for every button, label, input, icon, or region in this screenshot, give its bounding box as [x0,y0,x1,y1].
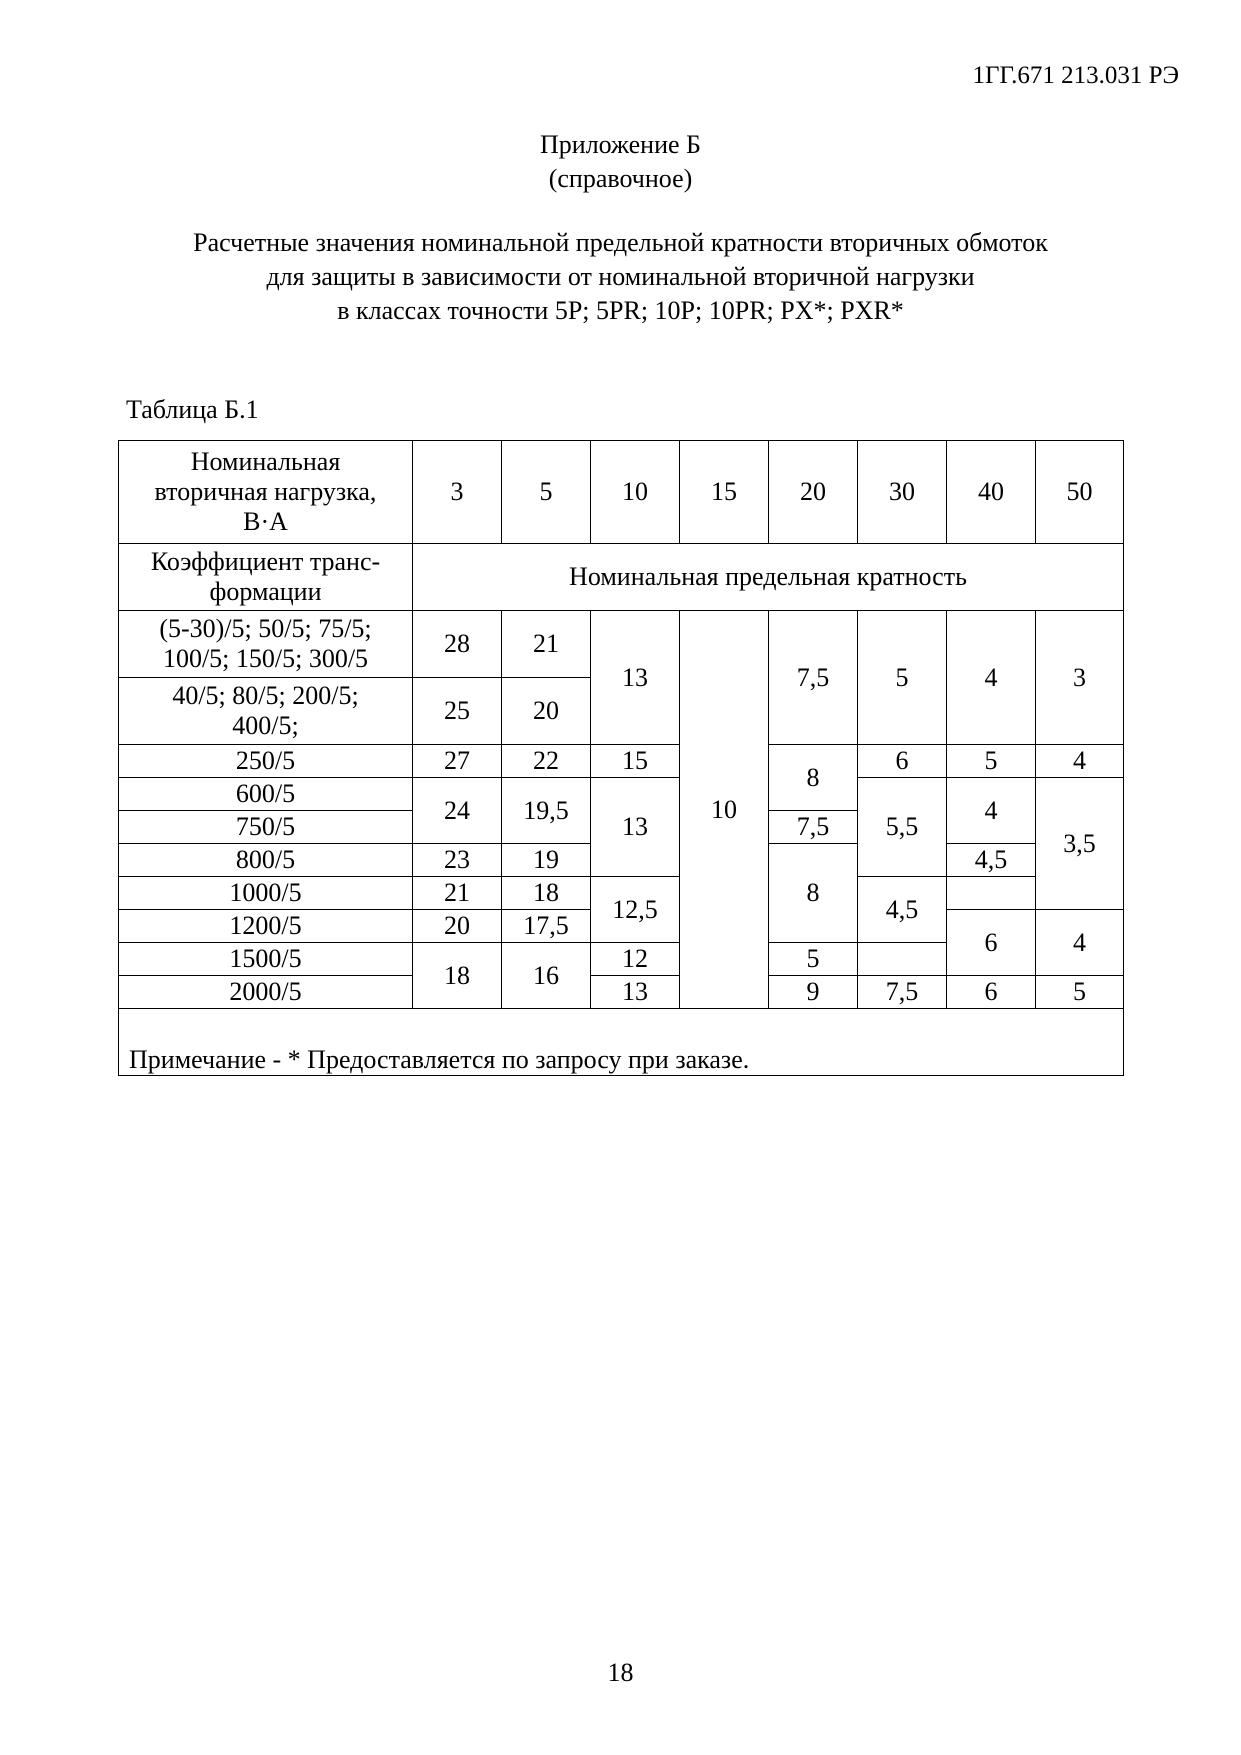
table-caption: Таблица Б.1 [126,395,259,424]
value-cell: 28 [413,611,502,678]
value-cell: 12 [591,943,680,976]
table-row [119,778,1124,811]
ratio-cell [119,678,413,745]
ratio-line: (5-30)/5; 50/5; 75/5; [159,614,372,643]
value-cell: 10 [680,611,769,1009]
value-cell: 8 [769,844,858,943]
ratio-cell: 1200/5 [119,910,413,943]
load-value-header: 50 [1036,441,1124,544]
appendix-type: (справочное) [548,164,693,193]
value-cell: 12,5 [591,877,680,943]
value-cell: 6 [858,745,947,778]
ratio-cell: 750/5 [119,811,413,844]
ratio-header-line: Коэффициент транс- [150,547,381,576]
load-header-cell [119,441,413,544]
ratio-line: 40/5; 80/5; 200/5; [172,681,359,710]
load-value-header: 20 [769,441,858,544]
value-cell: 6 [947,976,1036,1009]
appendix-title: Приложение Б [540,130,701,159]
ratio-cell: 250/5 [119,745,413,778]
value-cell: 16 [502,943,591,1009]
load-header-line: Номинальная [190,447,341,476]
value-cell: 5 [858,611,947,745]
value-cell: 6 [947,910,1036,976]
table-title [0,226,1241,328]
ratio-header-cell [119,544,413,611]
load-value-header: 40 [947,441,1036,544]
table-row [119,976,1124,1009]
value-cell: 4 [1036,910,1124,976]
table-row [119,1009,1124,1076]
table-row [119,441,1124,544]
load-header-line: вторичная нагрузка, [154,477,377,506]
value-cell: 4 [947,778,1036,844]
value-cell: 4 [947,611,1036,745]
value-cell: 13 [591,976,680,1009]
value-cell: 13 [591,778,680,877]
table-row [119,544,1124,611]
value-cell: 21 [413,877,502,910]
title-line-1: Расчетные значения номинальной предельной кратности вторичных обмоток [193,228,1048,257]
value-cell: 3 [1036,611,1124,745]
ratio-cell: 1500/5 [119,943,413,976]
value-cell: 17,5 [502,910,591,943]
table-row [119,745,1124,778]
load-header-line: В·А [243,507,288,536]
value-cell: 4 [1036,745,1124,778]
table-note: Примечание - * Предоставляется по запросу при заказе. [119,1009,1124,1076]
value-cell: 7,5 [858,976,947,1009]
ratio-line: 400/5; [232,711,299,740]
load-value-header: 3 [413,441,502,544]
value-cell: 25 [413,678,502,745]
value-cell: 5 [769,943,858,976]
title-line-2: для защиты в зависимости от номинальной вторичной нагрузки [266,262,975,291]
value-cell: 19 [502,844,591,877]
value-cell: 18 [413,943,502,1009]
value-cell: 13 [591,611,680,745]
load-value-header: 15 [680,441,769,544]
document-code: 1ГГ.671 213.031 РЭ [972,62,1179,89]
value-cell: 24 [413,778,502,844]
ratio-cell: 1000/5 [119,877,413,910]
value-cell: 4,5 [947,844,1036,877]
table-row [119,611,1124,678]
table-row [119,877,1124,910]
value-cell: 20 [502,678,591,745]
ratio-cell: 600/5 [119,778,413,811]
value-cell: 18 [502,877,591,910]
value-cell: 8 [769,745,858,811]
title-line-3: в классах точности 5P; 5PR; 10P; 10PR; PX*; PXR* [337,296,904,325]
appendix-heading [0,128,1241,196]
value-cell: 5,5 [858,778,947,877]
span-header-cell: Номинальная предельная кратность [413,544,1124,611]
ratio-cell: 800/5 [119,844,413,877]
value-cell: 19,5 [502,778,591,844]
ratio-line: 100/5; 150/5; 300/5 [162,644,369,673]
value-cell: 7,5 [769,611,858,745]
value-cell: 5 [1036,976,1124,1009]
value-cell: 7,5 [769,811,858,844]
load-value-header: 10 [591,441,680,544]
value-cell: 9 [769,976,858,1009]
value-cell: 15 [591,745,680,778]
value-cell: 23 [413,844,502,877]
ratio-cell [119,611,413,678]
value-cell: 20 [413,910,502,943]
page-number: 18 [607,1658,634,1687]
value-cell: 3,5 [1036,778,1124,910]
value-cell: 22 [502,745,591,778]
accuracy-limit-table [118,440,1124,1076]
value-cell: 5 [947,745,1036,778]
ratio-header-line: формации [209,577,322,606]
load-value-header: 30 [858,441,947,544]
value-cell: 4,5 [858,877,947,943]
load-value-header: 5 [502,441,591,544]
ratio-cell: 2000/5 [119,976,413,1009]
value-cell: 21 [502,611,591,678]
value-cell: 27 [413,745,502,778]
